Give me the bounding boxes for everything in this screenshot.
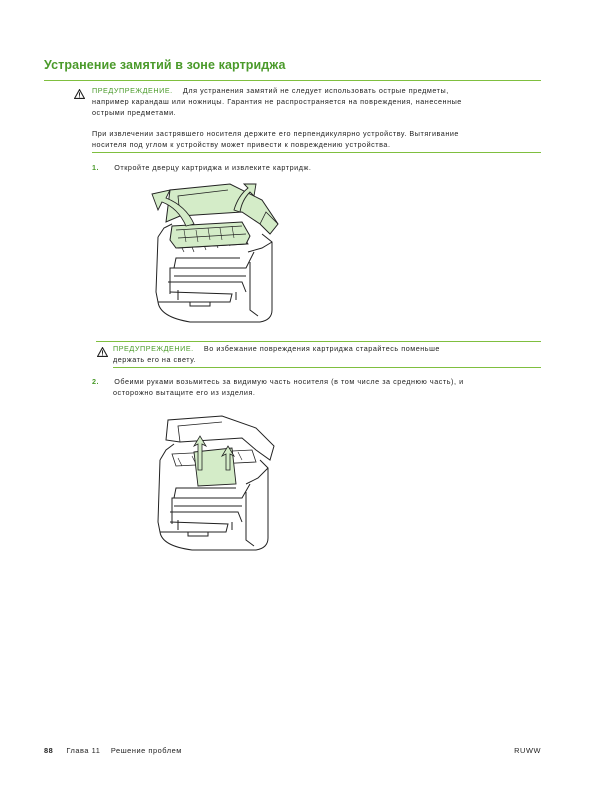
- warning-2-text-1: Во избежание повреждения картриджа старайтесь поменьше: [203, 344, 440, 353]
- warning-2-label: ПРЕДУПРЕЖДЕНИЕ.: [113, 344, 194, 353]
- note-text-1: При извлечении застрявшего носителя держите его перпендикулярно устройству. Вытягивание: [92, 129, 459, 138]
- note-divider: [92, 152, 541, 153]
- warning-2-block: [113, 344, 541, 366]
- note-paragraph: [92, 129, 542, 151]
- step-2-line-1: [92, 377, 542, 388]
- warning-text-2: например карандаш или ножницы. Гарантия не распространяется на повреждения, нанесенные: [92, 96, 462, 106]
- warning-2-top-divider: [96, 341, 541, 342]
- warning-2-icon: [97, 344, 108, 362]
- footer-left: [44, 746, 182, 755]
- chapter-label: Глава 11: [66, 746, 101, 755]
- step-2-text-2: осторожно вытащите его из изделия.: [113, 387, 256, 397]
- warning-2-line-1: [113, 344, 541, 355]
- warning-block: [92, 86, 542, 118]
- warning-2-bottom-divider: [113, 367, 541, 368]
- warning-2-text-2: держать его на свету.: [113, 354, 197, 364]
- chapter-title: Решение проблем: [110, 746, 182, 755]
- step-2-text-1: Обеими руками возьмитесь за видимую часть носителя (в том числе за среднюю часть), и: [114, 377, 464, 386]
- warning-text-3: острыми предметами.: [92, 107, 177, 117]
- footer-locale: RUWW: [514, 746, 541, 755]
- warning-icon: [74, 86, 85, 104]
- title-divider: [44, 80, 541, 81]
- warning-label: ПРЕДУПРЕЖДЕНИЕ.: [92, 86, 173, 95]
- step-1-text: Откройте дверцу картриджа и извлеките картридж.: [114, 163, 312, 172]
- step-1-number: 1.: [92, 163, 100, 172]
- step-2: [92, 377, 542, 399]
- section-title: Устранение замятий в зоне картриджа: [44, 58, 286, 72]
- media-removal-illustration: [152, 414, 282, 552]
- warning-line-1: [92, 86, 542, 97]
- page-number: 88: [44, 746, 54, 755]
- printer-cartridge-removal-illustration: [150, 182, 290, 324]
- step-1: [92, 163, 311, 174]
- step-2-number: 2.: [92, 377, 100, 386]
- warning-text-1: Для устранения замятий не следует использовать острые предметы,: [182, 86, 449, 95]
- note-text-2: носителя под углом к устройству может привести к повреждению устройства.: [92, 139, 391, 149]
